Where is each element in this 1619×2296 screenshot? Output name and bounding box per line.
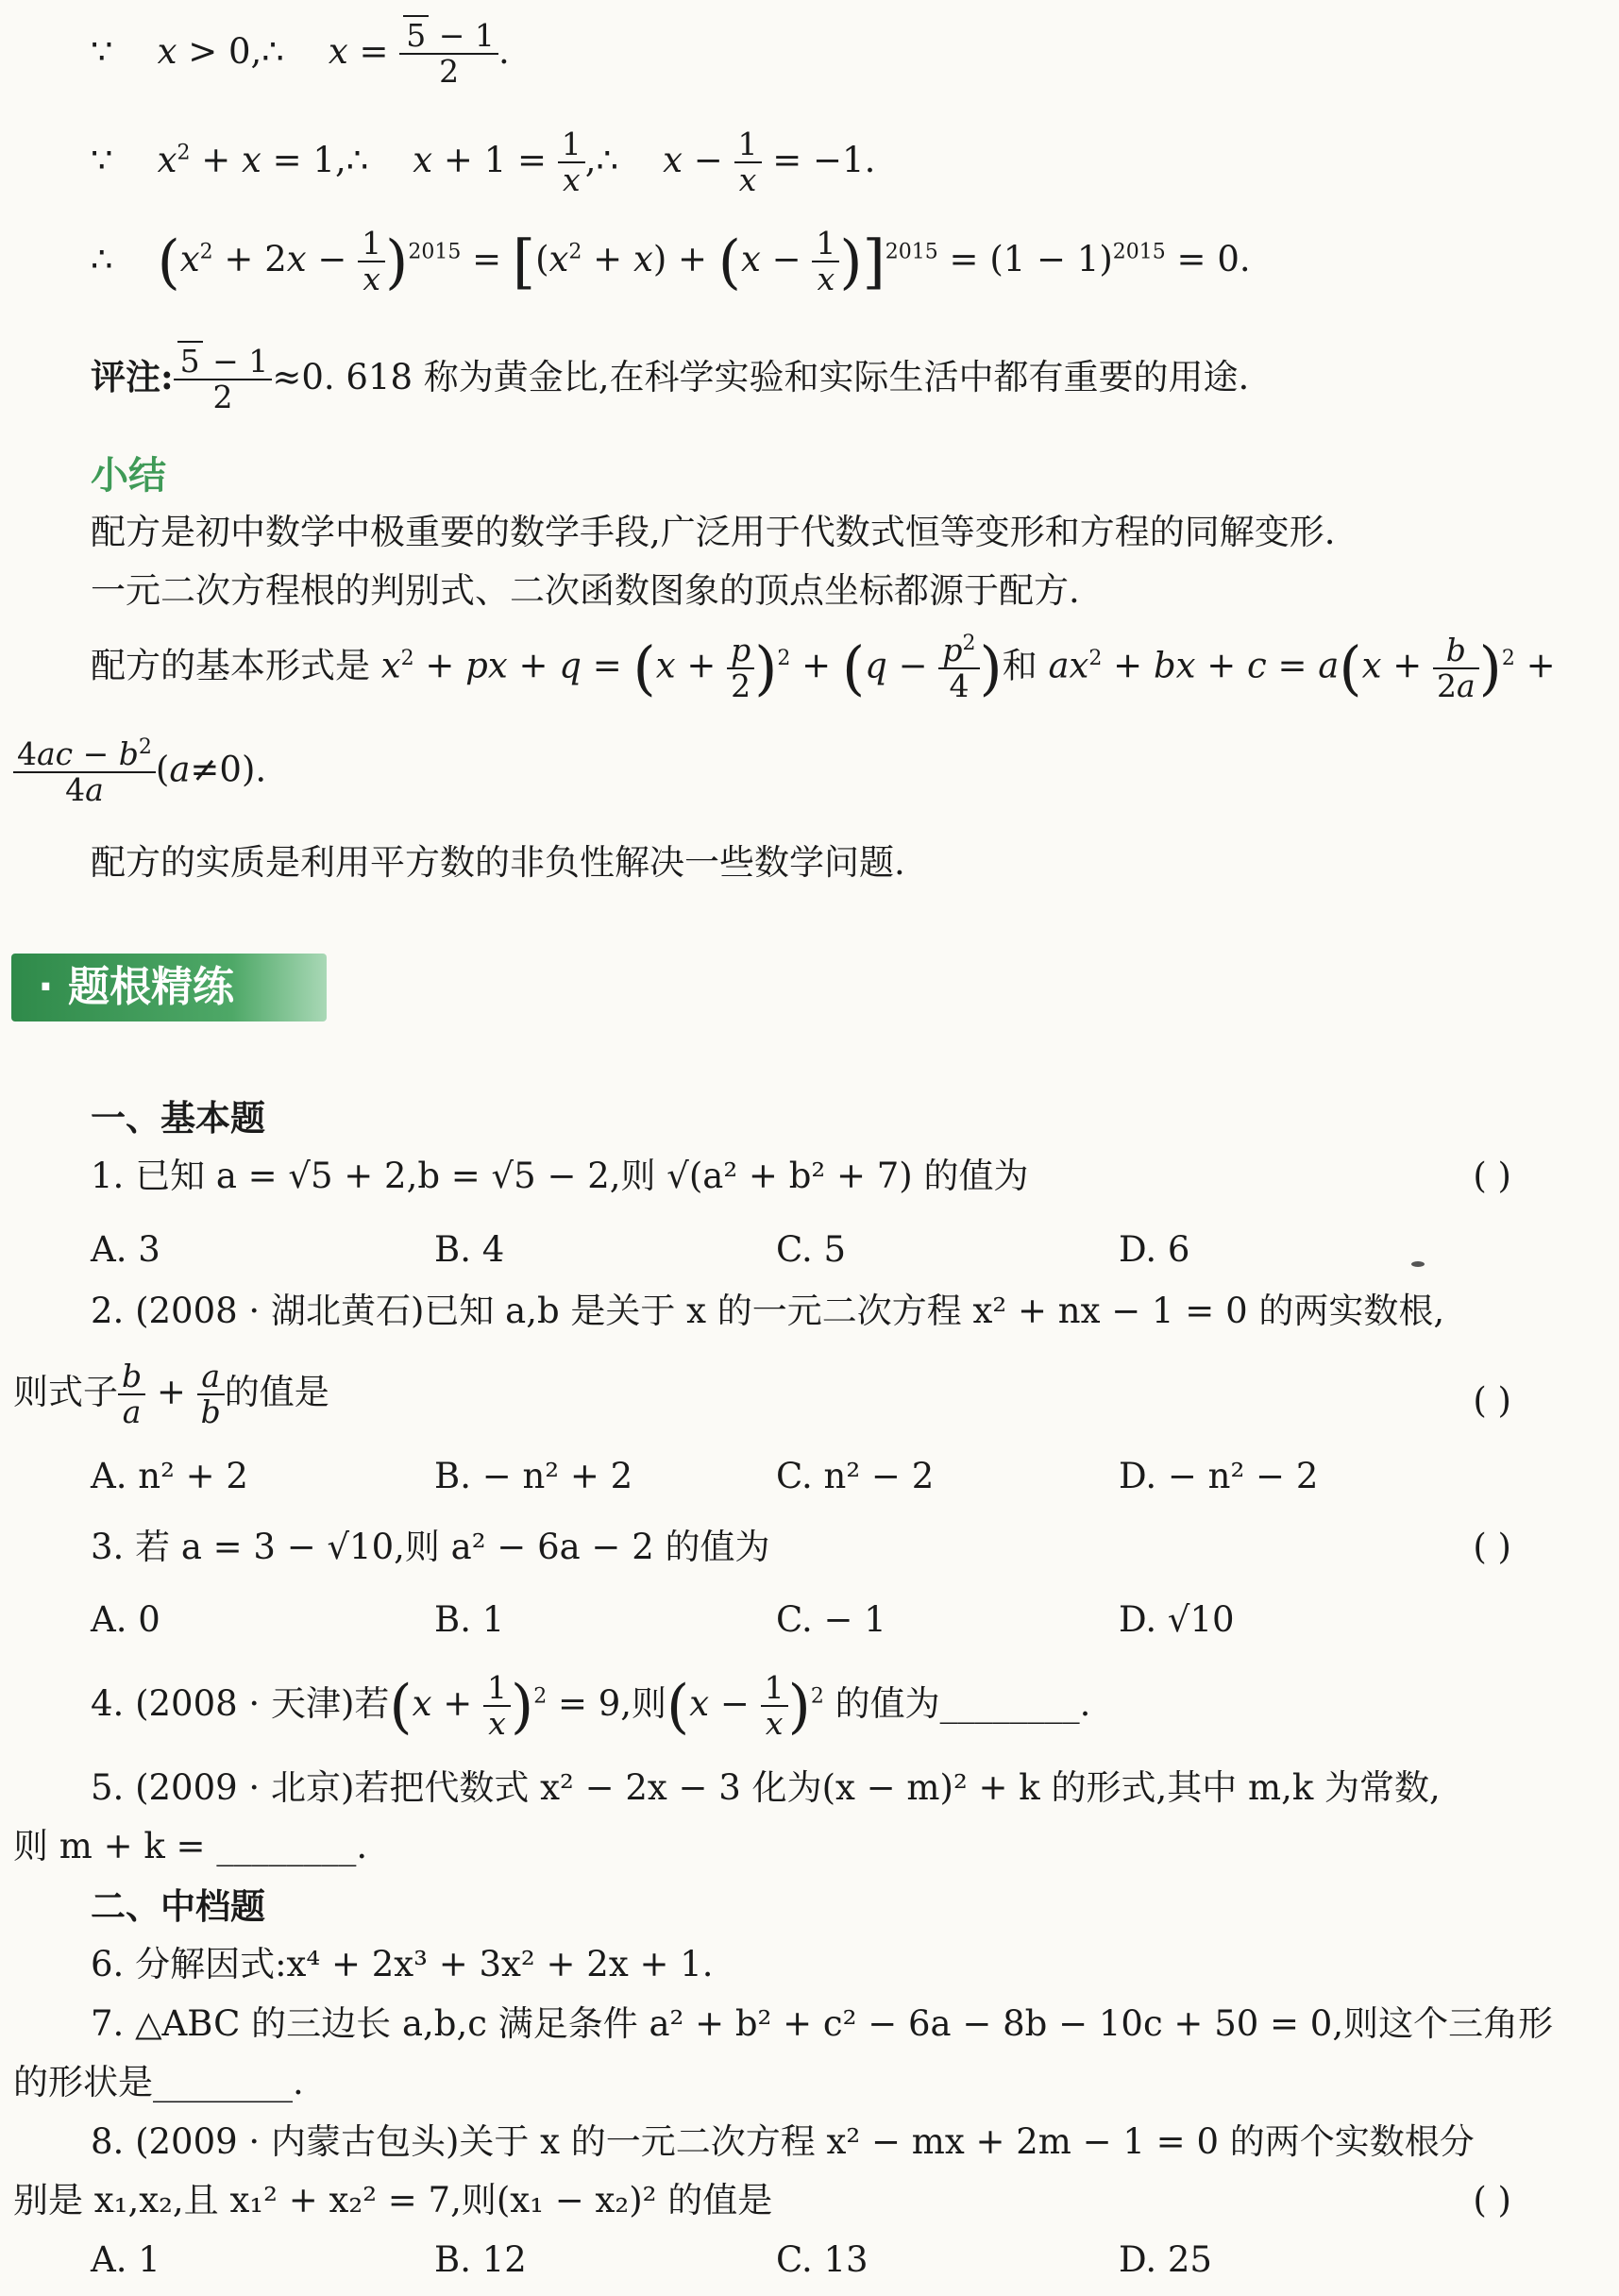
summary-p2: 配方的基本形式是 $x^2$ + px + q = (x + $\frac{p}{2}$ )$^2$ + (q − $\frac{p^2}{4}$ )和 $ax^2$ + bx + c = a(x + $\frac{b}{2a}$ )$^2$ + <box>91 631 1556 705</box>
summary-heading: 小结 <box>91 454 166 498</box>
q1-option-d: D. 6 <box>1119 1229 1190 1270</box>
solution-line-3: ∴ ($x^2 + 2x$ − $\frac{1}{x}$ )$^{2015} = [(x^2 + x) + (x$ − $\frac{1}{x}$ )]$^{2015} = (1 - 1)^{2015} = 0$. <box>91 225 1251 298</box>
summary-p2-and: 和 <box>1002 645 1037 686</box>
q7-text: 7. △ABC 的三边长 a,b,c 满足条件 a² + b² + c² − 6a − 8b − 10c + 50 = 0,则这个三角形 <box>91 2003 1554 2044</box>
q3-answer-paren: ( ) <box>1473 1527 1511 1567</box>
q8-answer-paren: ( ) <box>1473 2180 1511 2220</box>
q2-option-b: B. − n² + 2 <box>434 1456 633 1496</box>
q3-text: 3. 若 a = 3 − √10,则 a² − 6a − 2 的值为 <box>91 1527 770 1567</box>
q2-option-a: A. n² + 2 <box>91 1456 248 1496</box>
q8-option-a: A. 1 <box>91 2239 160 2280</box>
solution-line-2: ∵ $x^2 + x$ = 1,∴ x + 1 = $\frac{1}{x}$ ,∴ x − $\frac{1}{x}$ = −1. <box>91 126 876 199</box>
q2-text: 2. (2008 · 湖北黄石)已知 a,b 是关于 x 的一元二次方程 x² + nx − 1 = 0 的两实数根, <box>91 1291 1445 1331</box>
q4-text: 4. (2008 · 天津)若(x + $\frac{1}{x}$ )$^2$ = 9,则(x − $\frac{1}{x}$ )$^2$ 的值为________. <box>91 1669 1091 1743</box>
q8-text-2: 别是 x₁,x₂,且 x₁² + x₂² = 7,则(x₁ − x₂)² 的值是 <box>13 2180 773 2220</box>
q7-text-2: 的形状是________. <box>13 2062 304 2102</box>
q4-pre: 4. (2008 · 天津)若 <box>91 1682 390 1724</box>
summary-p3: 配方的实质是利用平方数的非负性解决一些数学问题. <box>91 842 905 883</box>
q3-option-a: A. 0 <box>91 1599 160 1640</box>
q5-text: 5. (2009 · 北京)若把代数式 x² − 2x − 3 化为(x − m)² + k 的形式,其中 m,k 为常数, <box>91 1767 1441 1808</box>
q2-text2-pre: 则式子 <box>13 1371 118 1412</box>
q1-option-b: B. 4 <box>434 1229 505 1270</box>
comment: 评注: $\frac{5 - 1}{2}$ ≈0. 618 称为黄金比,在科学实验和实际生活中都有重要的用途. <box>91 343 1250 416</box>
q2-text2-post: 的值是 <box>224 1371 329 1412</box>
summary-p1a: 配方是初中数学中极重要的数学手段,广泛用于代数式恒等变形和方程的同解变形. <box>91 512 1336 552</box>
summary-p2-lead: 配方的基本形式是 <box>91 645 370 686</box>
q2-text-2: 则式子 $\frac{b}{a}$ + $\frac{a}{b}$ 的值是 <box>13 1358 329 1431</box>
q1-answer-paren: ( ) <box>1473 1156 1511 1196</box>
q4-mid: = 9,则 <box>547 1682 667 1724</box>
q6-text: 6. 分解因式:x⁴ + 2x³ + 3x² + 2x + 1. <box>91 1944 714 1984</box>
q1-text: 1. 已知 a = √5 + 2,b = √5 − 2,则 √(a² + b² + 7) 的值为 <box>91 1156 1029 1196</box>
summary-p1b: 一元二次方程根的判别式、二次函数图象的顶点坐标都源于配方. <box>91 570 1080 611</box>
q8-text: 8. (2009 · 内蒙古包头)关于 x 的一元二次方程 x² − mx + 2m − 1 = 0 的两个实数根分 <box>91 2121 1475 2162</box>
q3-option-c: C. − 1 <box>776 1599 886 1640</box>
q2-option-d: D. − n² − 2 <box>1119 1456 1319 1496</box>
q3-option-d: D. √10 <box>1119 1599 1235 1640</box>
comment-text: ≈0. 618 称为黄金比,在科学实验和实际生活中都有重要的用途. <box>272 356 1250 397</box>
q8-option-c: C. 13 <box>776 2239 869 2280</box>
part1-heading: 一、基本题 <box>91 1097 265 1139</box>
summary-p2-cont: $\frac{4ac - b^2}{4a}$ (a≠0). <box>0 736 1542 808</box>
q2-answer-paren: ( ) <box>1473 1380 1511 1421</box>
q5-text-2: 则 m + k = ________. <box>13 1826 368 1866</box>
solution-line-1: ∵ x > 0,∴ x = $\frac{5 - 1}{2}$ . <box>91 17 510 91</box>
q8-option-d: D. 25 <box>1119 2239 1212 2280</box>
part2-heading: 二、中档题 <box>91 1885 265 1927</box>
q4-post: 的值为________. <box>823 1682 1091 1724</box>
q2-option-c: C. n² − 2 <box>776 1456 935 1496</box>
comment-label: 评注: <box>91 355 174 397</box>
q1-option-c: C. 5 <box>776 1229 847 1270</box>
section-title: · 题根精练 <box>11 954 327 1021</box>
ink-mark <box>1411 1261 1425 1267</box>
q3-option-b: B. 1 <box>434 1599 505 1640</box>
q8-option-b: B. 12 <box>434 2239 527 2280</box>
q1-option-a: A. 3 <box>91 1229 160 1270</box>
